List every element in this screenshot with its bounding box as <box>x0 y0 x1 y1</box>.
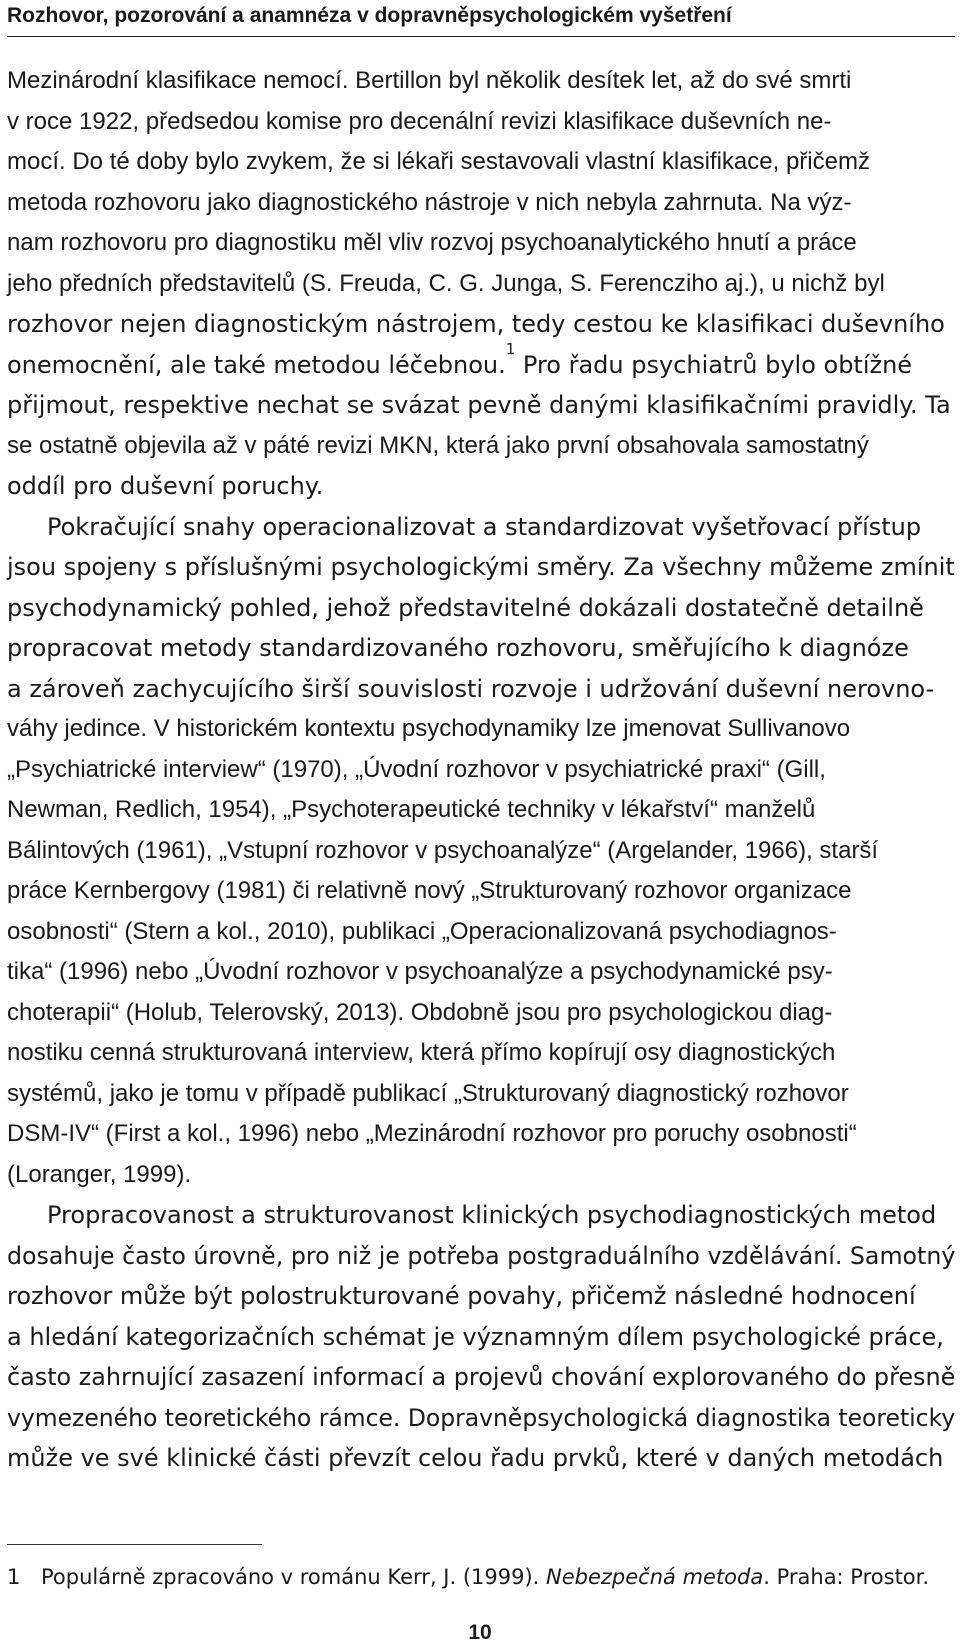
text-line: Bálintových (1961), „Vstupní rozhovor v psychoanalýze“ (Argelander, 1966), starší <box>7 836 879 864</box>
running-header: Rozhovor, pozorování a anamnéza v dopravněpsychologickém vyšetření <box>7 4 732 27</box>
text-line: jeho předních představitelů (S. Freuda, C. G. Junga, S. Ferencziho aj.), u nichž byl <box>7 269 885 297</box>
text-line: a zároveň zachycujícího širší souvislosti rozvoje i udržování duševní nerovno- <box>7 674 935 703</box>
text-line: práce Kernbergovy (1981) či relativně nový „Strukturovaný rozhovor organizace <box>7 877 852 904</box>
text-line: vymezeného teoretického rámce. Dopravněpsychologická diagnostika teoreticky <box>7 1403 956 1432</box>
footnote-book-title: Nebezpečná metoda <box>546 1565 764 1589</box>
text-line: propracovat metody standardizovaného rozhovoru, směřujícího k diagnóze <box>7 634 909 662</box>
text-line: váhy jedince. V historickém kontextu psychodynamiky lze jmenovat Sullivanovo <box>7 715 851 742</box>
text-line: metoda rozhovoru jako diagnostického nástroje v nich nebyla zahrnuta. Na výz- <box>7 188 852 216</box>
text-line-paragraph-start: Propracovanost a strukturovanost klinických psychodiagnostických metod <box>47 1201 937 1229</box>
page-number: 10 <box>468 1621 492 1644</box>
text-line: a hledání kategorizačních schémat je významným dílem psychologické práce, <box>7 1322 944 1351</box>
text-line <box>7 339 955 386</box>
footnote-text: Populárně zpracováno v románu Kerr, J. (1999). <box>41 1565 547 1589</box>
text-line: jsou spojeny s příslušnými psychologickými směry. Za všechny můžeme zmínit <box>7 553 955 581</box>
text-line: Newman, Redlich, 1954), „Psychoterapeutické techniky v lékařství“ manželů <box>7 796 816 823</box>
text-line: často zahrnující zasazení informací a projevů chování explorovaného do přesně <box>7 1363 956 1391</box>
body-text <box>7 61 955 1479</box>
text-line: může ve své klinické části převzít celou řadu prvků, které v daných metodách <box>7 1444 944 1472</box>
text-line: rozhovor nejen diagnostickým nástrojem, tedy cestou ke klasifikaci duševního <box>7 310 945 338</box>
footnote-marker: 1 <box>7 1565 21 1589</box>
text-line: přijmout, respektive nechat se svázat pevně danými klasifikačními pravidly. Ta <box>7 391 951 419</box>
text-segment: Pro řadu psychiatrů bylo obtížné <box>515 350 913 379</box>
text-line: se ostatně objevila až v páté revizi MKN, která jako první obsahovala samostatný <box>7 431 869 459</box>
text-line: mocí. Do té doby bylo zvykem, že si lékaři sestavovali vlastní klasifikace, přičemž <box>7 148 870 175</box>
text-line: choterapii“ (Holub, Telerovský, 2013). Obdobně jsou pro psychologickou diag- <box>7 998 833 1026</box>
footnote <box>7 1562 957 1592</box>
text-line: (Loranger, 1999). <box>7 1160 192 1188</box>
text-line: rozhovor může být polostrukturované povahy, přičemž následné hodnocení <box>7 1282 916 1310</box>
footnote-reference[interactable]: 1 <box>505 339 516 358</box>
text-line: osobnosti“ (Stern a kol., 2010), publikaci „Operacionalizovaná psychodiagnos- <box>7 917 837 945</box>
text-line: oddíl pro duševní poruchy. <box>7 472 324 500</box>
text-segment: onemocnění, ale také metodou léčebnou. <box>7 350 506 379</box>
text-line: DSM-IV“ (First a kol., 1996) nebo „Mezinárodní rozhovor pro poruchy osobnosti“ <box>7 1120 857 1147</box>
text-line-paragraph-start: Pokračující snahy operacionalizovat a standardizovat vyšetřovací přístup <box>47 512 922 541</box>
text-line: dosahuje často úrovně, pro niž je potřeba postgraduálního vzdělávání. Samotný <box>7 1241 956 1270</box>
text-line: nam rozhovoru pro diagnostiku měl vliv rozvoj psychoanalytického hnutí a práce <box>7 229 857 256</box>
footnote-text-end: . Praha: Prostor. <box>763 1565 930 1589</box>
header-rule <box>7 36 955 37</box>
footnote-rule <box>7 1544 262 1545</box>
text-line: tika“ (1996) nebo „Úvodní rozhovor v psychoanalýze a psychodynamické psy- <box>7 958 833 985</box>
text-line: psychodynamický pohled, jehož představitelné dokázali dostatečně detailně <box>7 593 924 622</box>
text-line: „Psychiatrické interview“ (1970), „Úvodní rozhovor v psychiatrické praxi“ (Gill, <box>7 755 826 783</box>
text-line: v roce 1922, předsedou komise pro decenální revizi klasifikace duševních ne- <box>7 107 832 135</box>
text-line: Mezinárodní klasifikace nemocí. Bertillon byl několik desítek let, až do své smrti <box>7 67 852 94</box>
text-line: nostiku cenná strukturovaná interview, která přímo kopírují osy diagnostických <box>7 1039 836 1066</box>
text-line: systémů, jako je tomu v případě publikací „Strukturovaný diagnostický rozhovor <box>7 1079 849 1107</box>
